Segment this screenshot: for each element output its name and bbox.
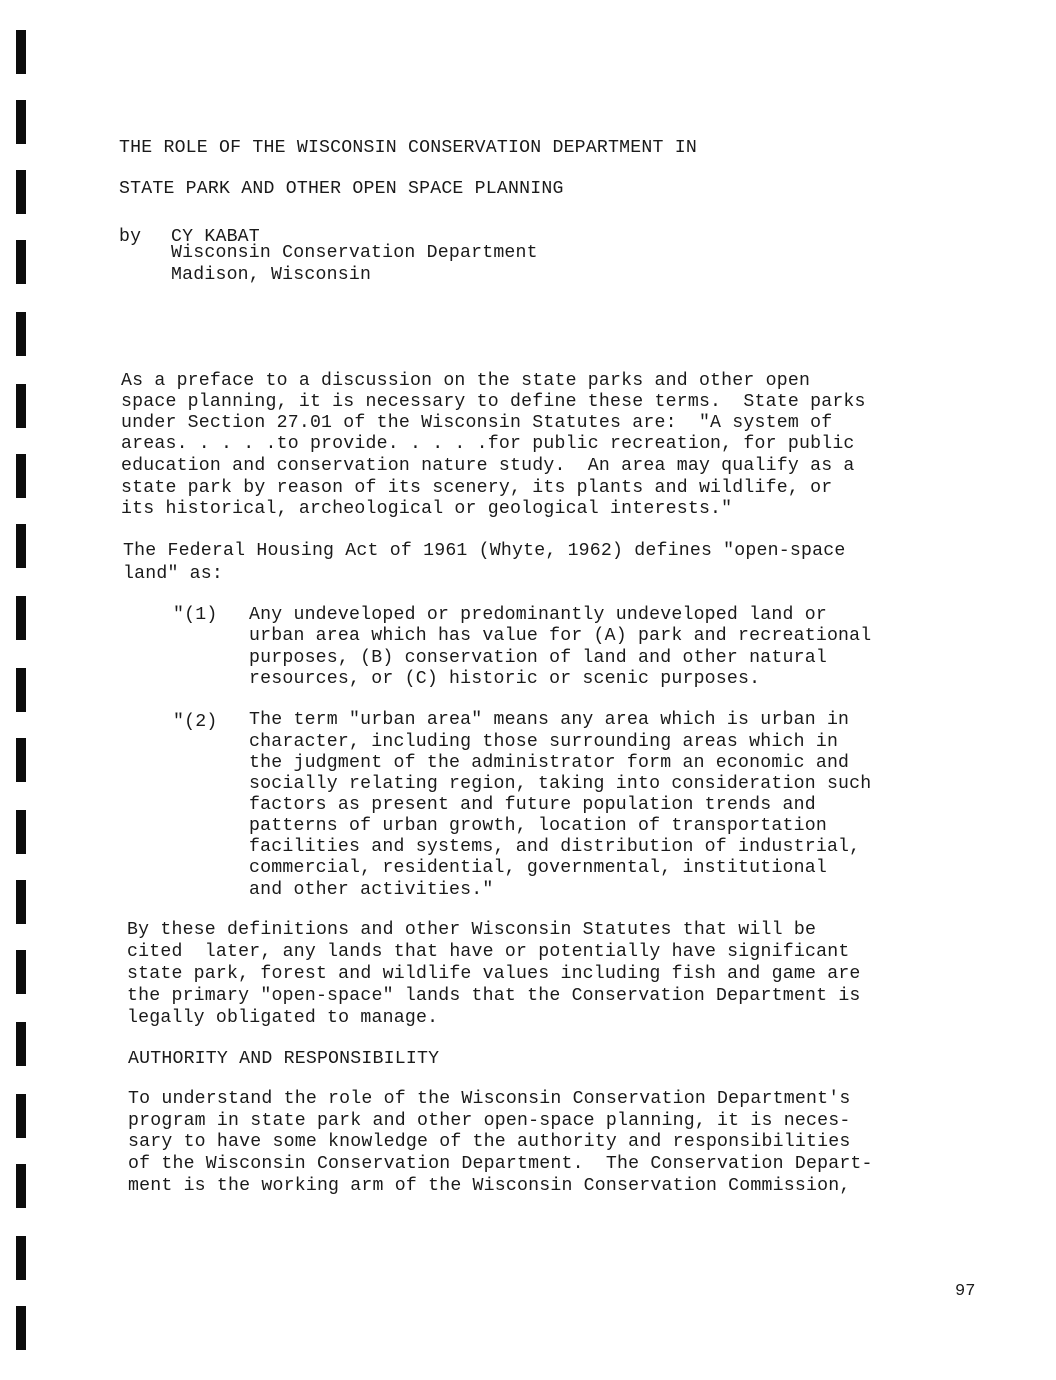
text-line: patterns of urban growth, location of transportation: [249, 816, 827, 836]
text-line: under Section 27.01 of the Wisconsin Statutes are: "A system of: [121, 413, 833, 433]
binding-mark: [16, 1094, 26, 1138]
binding-mark: [16, 454, 26, 498]
title-line-2: STATE PARK AND OTHER OPEN SPACE PLANNING: [119, 179, 564, 199]
text-line: land" as:: [123, 564, 224, 584]
text-line: its historical, archeological or geological interests.": [121, 499, 733, 519]
title-line-1: THE ROLE OF THE WISCONSIN CONSERVATION DEPARTMENT IN: [119, 138, 697, 158]
text-line: To understand the role of the Wisconsin Conservation Department's: [128, 1089, 851, 1109]
text-line: The Federal Housing Act of 1961 (Whyte, 1962) defines "open-space: [123, 541, 846, 561]
binding-mark: [16, 596, 26, 640]
binding-mark: [16, 240, 26, 284]
text-line: urban area which has value for (A) park and recreational: [249, 626, 872, 646]
binding-mark: [16, 30, 26, 74]
text-line: education and conservation nature study. An area may qualify as a: [121, 456, 855, 476]
text-line: cited later, any lands that have or potentially have significant: [127, 942, 850, 962]
binding-mark: [16, 1236, 26, 1280]
text-line: and other activities.": [249, 880, 494, 900]
text-line: state park, forest and wildlife values including fish and game are: [127, 964, 861, 984]
text-line: of the Wisconsin Conservation Department. The Conservation Depart-: [128, 1154, 873, 1174]
binding-mark: [16, 880, 26, 924]
text-line: resources, or (C) historic or scenic purposes.: [249, 669, 761, 689]
text-line: By these definitions and other Wisconsin Statutes that will be: [127, 920, 817, 940]
text-line: areas. . . . .to provide. . . . .for public recreation, for public: [121, 434, 855, 454]
text-line: purposes, (B) conservation of land and other natural: [249, 648, 827, 668]
binding-mark: [16, 950, 26, 994]
byline-by: by: [119, 227, 142, 247]
text-line: ment is the working arm of the Wisconsin Conservation Commission,: [128, 1176, 851, 1196]
author-location: Madison, Wisconsin: [171, 265, 372, 285]
binding-mark: [16, 1164, 26, 1208]
binding-mark: [16, 170, 26, 214]
binding-mark: [16, 668, 26, 712]
text-line: Any undeveloped or predominantly undeveloped land or: [249, 605, 827, 625]
text-line: sary to have some knowledge of the authority and responsibilities: [128, 1132, 851, 1152]
binding-mark: [16, 1306, 26, 1350]
author-organization: Wisconsin Conservation Department: [171, 243, 538, 263]
text-line: program in state park and other open-space planning, it is neces-: [128, 1111, 851, 1131]
text-line: legally obligated to manage.: [127, 1008, 439, 1028]
text-line: commercial, residential, governmental, institutional: [249, 858, 827, 878]
binding-mark: [16, 100, 26, 144]
text-line: the judgment of the administrator form an economic and: [249, 753, 850, 773]
binding-mark: [16, 312, 26, 356]
binding-mark: [16, 738, 26, 782]
text-line: state park by reason of its scenery, its plants and wildlife, or: [121, 478, 833, 498]
text-line: The term "urban area" means any area which is urban in: [249, 710, 850, 730]
binding-mark: [16, 384, 26, 428]
section-heading: AUTHORITY AND RESPONSIBILITY: [128, 1049, 440, 1069]
text-line: space planning, it is necessary to define these terms. State parks: [121, 392, 866, 412]
page-number: 97: [955, 1282, 976, 1301]
binding-mark: [16, 524, 26, 568]
text-line: socially relating region, taking into consideration such: [249, 774, 872, 794]
item-number: "(1): [173, 605, 218, 625]
text-line: facilities and systems, and distribution of industrial,: [249, 837, 861, 857]
text-line: As a preface to a discussion on the state parks and other open: [121, 371, 811, 391]
author-name: CY KABAT: [171, 227, 260, 247]
binding-mark: [16, 810, 26, 854]
text-line: character, including those surrounding areas which in: [249, 732, 839, 752]
text-line: factors as present and future population trends and: [249, 795, 816, 815]
text-line: the primary "open-space" lands that the Conservation Department is: [127, 986, 861, 1006]
binding-mark: [16, 1022, 26, 1066]
item-number: "(2): [173, 712, 218, 732]
